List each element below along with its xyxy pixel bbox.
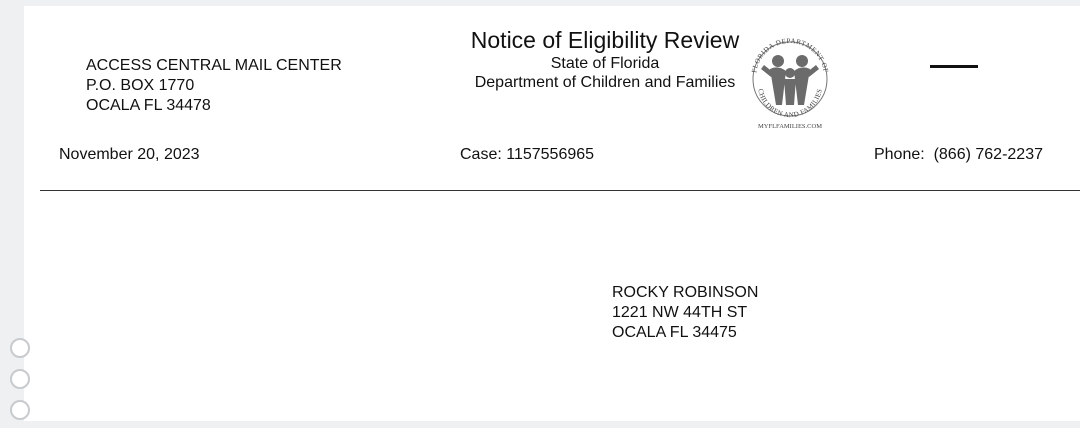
recipient-name: ROCKY ROBINSON: [612, 284, 759, 301]
header-dash: [930, 65, 978, 68]
case-number: 1157556965: [506, 146, 595, 163]
notice-header: [444, 26, 766, 92]
binder-hole: [10, 369, 30, 389]
notice-title: Notice of Eligibility Review: [470, 27, 740, 53]
dcf-seal-logo: [744, 29, 836, 129]
svg-text:FLORIDA DEPARTMENT OF: FLORIDA DEPARTMENT OF: [750, 36, 830, 74]
department-name: Department of Children and Families: [474, 74, 736, 91]
case-label: Case:: [460, 146, 502, 163]
return-address-line3: OCALA FL 34478: [86, 97, 211, 114]
seal-caption: MYFLFAMILIES.COM: [758, 123, 822, 129]
binder-holes: [10, 338, 34, 428]
recipient-street: 1221 NW 44TH ST: [612, 304, 748, 321]
return-address-line1: ACCESS CENTRAL MAIL CENTER: [86, 57, 342, 74]
notice-page: [24, 6, 1080, 421]
svg-text:CHILDREN AND FAMILIES: CHILDREN AND FAMILIES: [756, 87, 824, 120]
notice-date: November 20, 2023: [59, 146, 200, 163]
binder-hole: [10, 338, 30, 358]
state-name: State of Florida: [550, 55, 660, 72]
recipient-city: OCALA FL 34475: [612, 324, 737, 341]
phone-info: [874, 145, 1043, 165]
phone-label: Phone:: [873, 146, 925, 163]
recipient-address: [612, 283, 758, 343]
case-info: [460, 145, 594, 165]
return-address: [86, 56, 342, 116]
return-address-line2: P.O. BOX 1770: [86, 77, 195, 94]
header-divider: [40, 190, 1080, 191]
binder-hole: [10, 400, 30, 420]
phone-number: (866) 762-2237: [933, 146, 1043, 163]
